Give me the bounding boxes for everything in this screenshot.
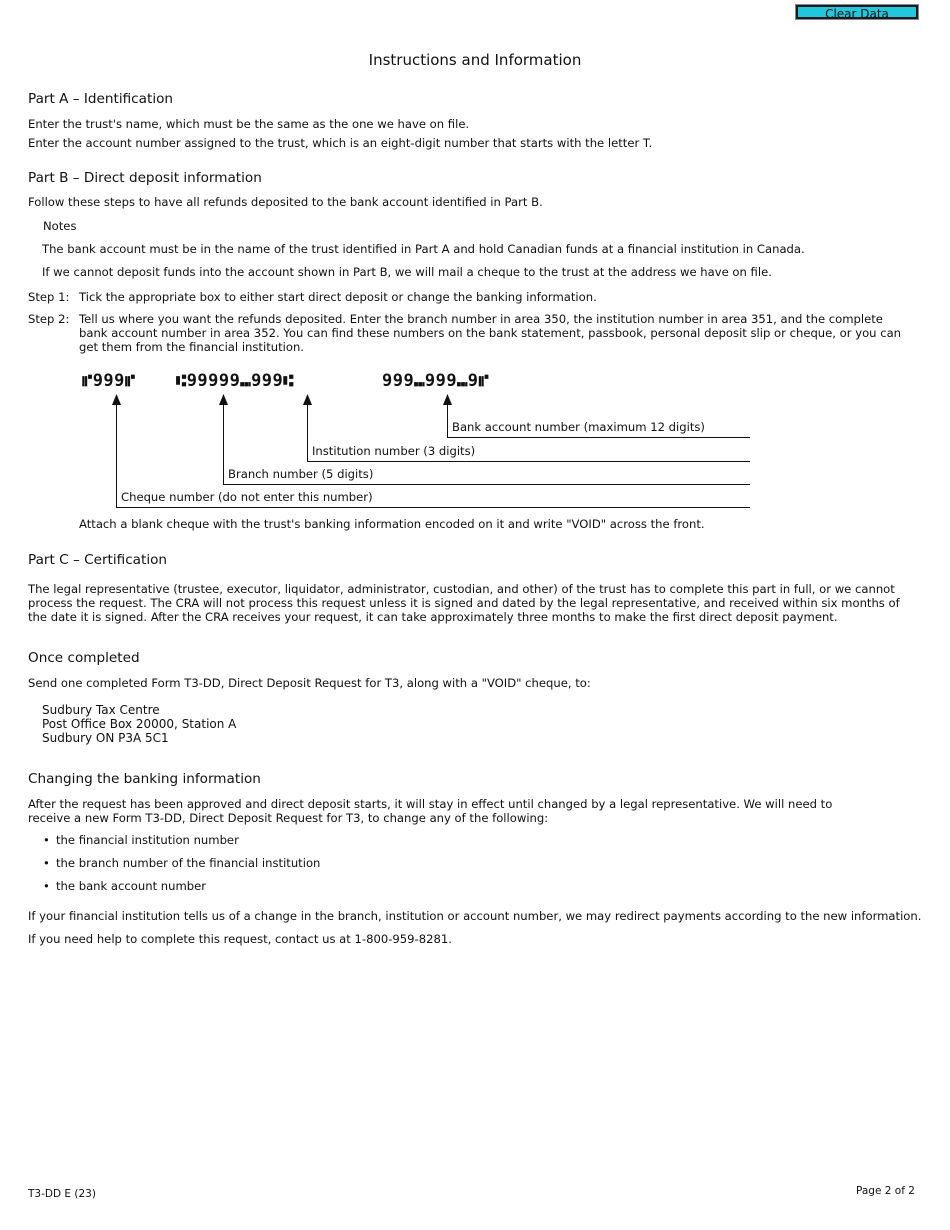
form-id: T3-DD E (23) <box>28 1188 96 1200</box>
page-number: Page 2 of 2 <box>856 1185 915 1197</box>
label-institution-number: Institution number (3 digits) <box>312 444 476 458</box>
address-line-1: Sudbury Tax Centre <box>42 703 160 717</box>
part-a-heading: Part A – Identification <box>28 91 174 107</box>
bullet-icon: • <box>43 833 50 847</box>
micr-cheque-number: ⑈999⑈ <box>82 371 136 391</box>
part-b-intro: Follow these steps to have all refunds deposited to the bank account identified in Part B. <box>28 195 543 209</box>
bullet-item-1: the financial institution number <box>56 833 239 847</box>
arrow-cheque-icon <box>112 394 121 405</box>
help-contact: If you need help to complete this request, contact us at 1-800-959-8281. <box>28 932 452 946</box>
part-b-heading: Part B – Direct deposit information <box>28 170 262 186</box>
part-c-heading: Part C – Certification <box>28 552 168 568</box>
label-account-number: Bank account number (maximum 12 digits) <box>452 420 705 434</box>
changing-para-1: If your financial institution tells us of a change in the branch, institution or account number, we may redirect payments according to the new information. <box>28 909 922 923</box>
attach-cheque-note: Attach a blank cheque with the trust's banking information encoded on it and write "VOID" across the front. <box>79 517 705 531</box>
page-title: Instructions and Information <box>368 51 582 69</box>
changing-text: After the request has been approved and direct deposit starts, it will stay in effect until changed by a legal representative. We will need to receive a new Form T3-DD, Direct Deposit Request for T3, to change any of the following: <box>28 797 833 825</box>
arrow-account-icon <box>443 394 452 405</box>
step-2-label: Step 2: <box>28 312 70 326</box>
label-branch-number: Branch number (5 digits) <box>228 467 374 481</box>
notes-label: Notes <box>43 219 77 233</box>
label-cheque-number: Cheque number (do not enter this number) <box>121 490 373 504</box>
once-completed-text: Send one completed Form T3-DD, Direct Deposit Request for T3, along with a "VOID" cheque, to: <box>28 676 591 690</box>
part-a-line-2: Enter the account number assigned to the trust, which is an eight-digit number that starts with the letter T. <box>28 136 653 150</box>
address-line-3: Sudbury ON P3A 5C1 <box>42 731 169 745</box>
address-line-2: Post Office Box 20000, Station A <box>42 717 237 731</box>
changing-heading: Changing the banking information <box>28 771 261 787</box>
cheque-leader-lines <box>0 390 950 530</box>
arrow-institution-icon <box>303 394 312 405</box>
bullet-icon: • <box>43 856 50 870</box>
step-1-label: Step 1: <box>28 290 70 304</box>
step-2-text: Tell us where you want the refunds deposited. Enter the branch number in area 350, the institution number in area 351, and the complete bank account number in area 352. You can find these numbers on the bank statement, passbook, personal deposit slip or cheque, or you can get them from the financial institution. <box>79 312 902 354</box>
bullet-item-2: the branch number of the financial institution <box>56 856 321 870</box>
arrow-branch-icon <box>219 394 228 405</box>
clear-data-button[interactable]: Clear Data <box>796 5 918 19</box>
once-completed-heading: Once completed <box>28 650 140 666</box>
micr-account: 999⑉999⑉9⑈ <box>382 371 490 391</box>
bullet-icon: • <box>43 879 50 893</box>
step-1-text: Tick the appropriate box to either start direct deposit or change the banking information. <box>79 290 597 304</box>
part-a-line-1: Enter the trust's name, which must be the same as the one we have on file. <box>28 117 470 131</box>
note-2: If we cannot deposit funds into the account shown in Part B, we will mail a cheque to the trust at the address we have on file. <box>42 265 772 279</box>
bullet-item-3: the bank account number <box>56 879 207 893</box>
note-1: The bank account must be in the name of the trust identified in Part A and hold Canadian funds at a financial institution in Canada. <box>42 242 805 256</box>
micr-branch-institution: ⑆99999⑉999⑆ <box>176 371 294 391</box>
part-c-text: The legal representative (trustee, executor, liquidator, administrator, custodian, and other) of the trust has to complete this part in full, or we cannot process the request. The CRA will not process this request unless it is signed and dated by the legal representative, and received within six months of the date it is signed. After the CRA receives your request, it can take approximately three months to make the first direct deposit payment. <box>28 582 900 624</box>
